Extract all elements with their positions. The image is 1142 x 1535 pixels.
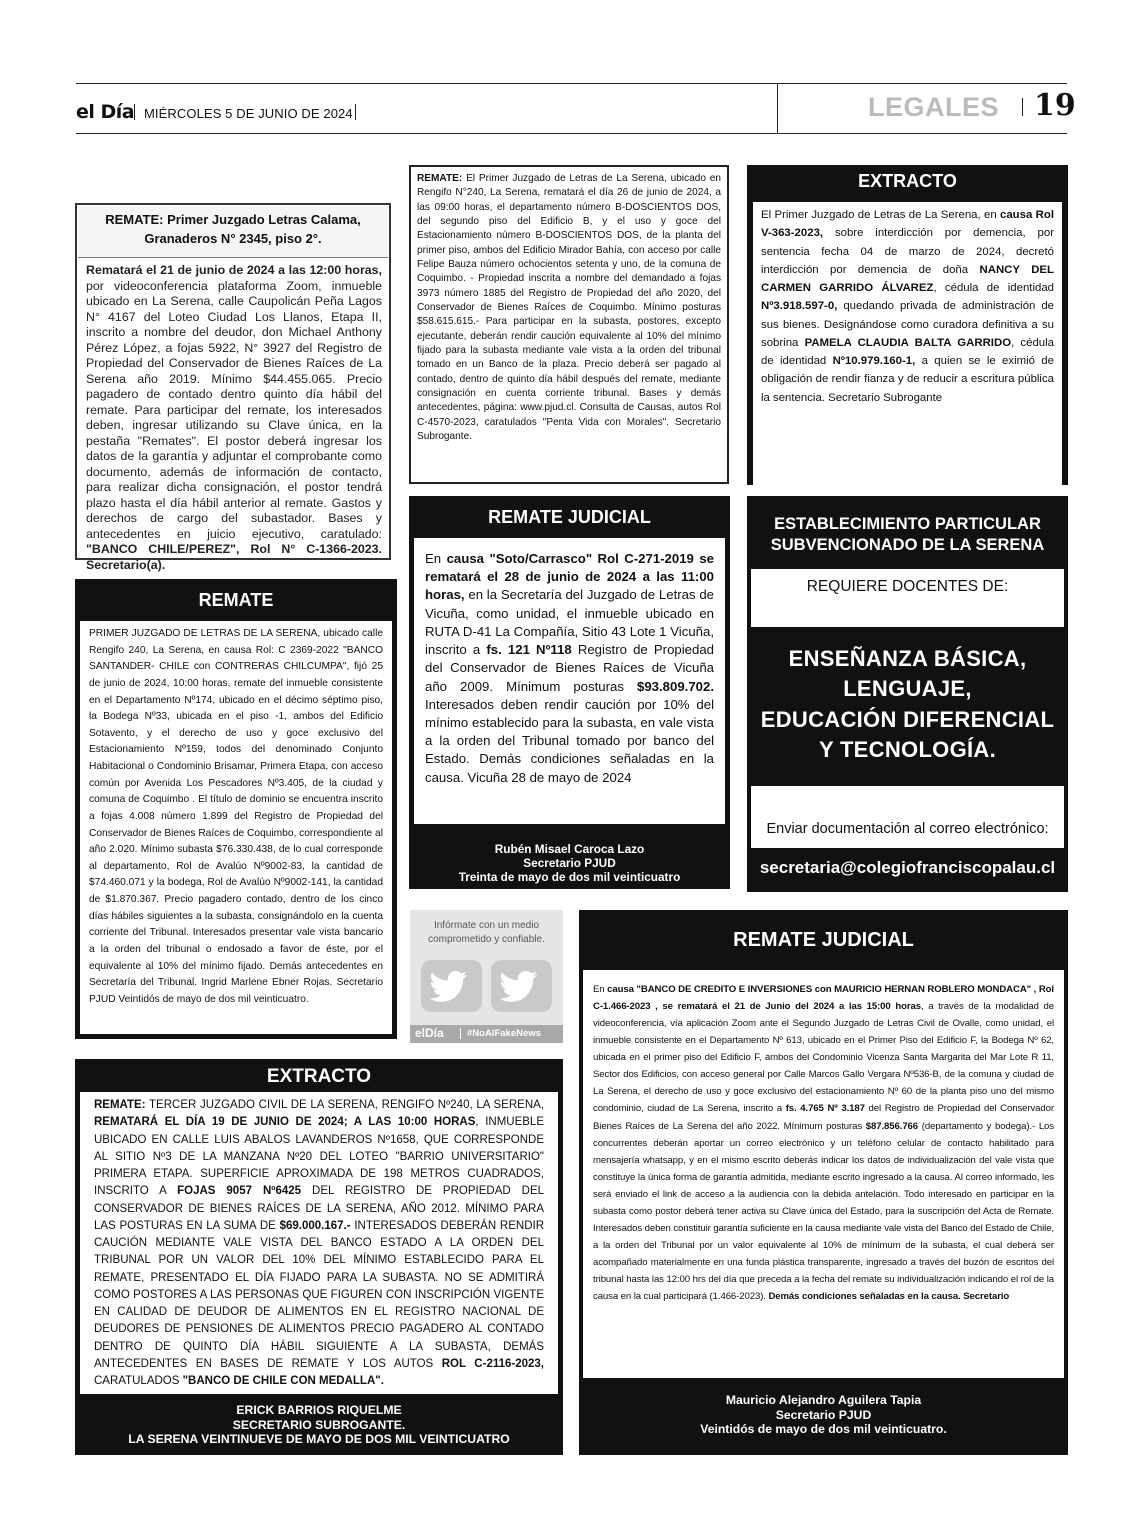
ex2-sig-date: LA SERENA VEINTINUEVE DE MAYO DE DOS MIL VEINTICUATRO [128,1432,510,1447]
rv-t4: Interesados deben rendir caución por 10% del mínimo establecido para la subasta, en vale vista a la orden del Tribunal tomado por banco del Estado. Demás condiciones señaladas en la causa. Vicuña 28 de mayo de 2024 [425,696,714,785]
notice-calama-tail: "BANCO CHILE/PEREZ", Rol N° C-1366-2023. Secretario(a). [86,542,382,572]
ex2-b2: FOJAS 9057 Nº6425 [177,1185,302,1198]
header-divider [777,83,778,134]
rv-sig-name: Rubén Misael Caroca Lazo [494,842,645,856]
rv-t2: en la Secretaría del Juzgado de Letras de Vicuña, como unidad, el inmueble ubicado en RUTA D-41 La Compañía, Sitio 43 Lote 1 Vicuña, inscrito a [425,587,714,658]
promo-line1: Infórmate con un medio [433,920,540,931]
extracto1-name: NANCY DEL CARMEN GARRIDO ÁLVAREZ [761,263,1054,294]
ro-sig-date: Veintidós de mayo de dos mil veinticuatro. [700,1422,947,1437]
remate-vicuna-body [425,550,714,787]
extracto1-rol: causa Rol V-363-2023, [761,209,1054,240]
ro-t3: del Registro de Propiedad del Conservador Bienes Raíces de La Serena del año 2022. Mínimum posturas [593,1103,1054,1132]
twitter-icon [421,960,482,1012]
rv-t3: Registro de Propiedad del Conservador de Bienes Raíces de Vicuña año 2009. Mínimum posturas [425,642,715,694]
rv-b1: causa "Soto/Carrasco" Rol C-271-2019 se rematará el 28 de junio de 2024 a las 11:00 horas, [425,551,714,603]
notice-bauza-body [417,172,721,444]
remate-chilcumpa-body: PRIMER JUZGADO DE LETRAS DE LA SERENA, ubicado calle Rengifo 240, La Serena, en causa Rol: C 2369-2022 "BANCO SANTANDER- CHILE con CONTRERAS CHILCUMPA", fijó 25 de junio de 2024, 10:00 horas, remate del inmueble consistente en el Departamento Nº174, ubicado en el décimo séptimo piso, la Bodega Nº33, ubicada en el piso -1, ambos del Edificio Sotavento, y el derecho de uso y goce exclusivo del Estacionamiento Nº159, todos del denominado Conjunto Habitacional o Condominio Brisamar, Primera Etapa, con acceso común por Avenida Los Pescadores Nº3.405, de la ciudad y comuna de Coquimbo . El título de dominio se encuentra inscrito a fojas 4.008 número 1.899 del Registro de Propiedad del Conservador de Bienes Raíces de Coquimbo, correspondiente al año 2.020. Mínimo subasta $76.330.438, de lo cual corresponde al departamento, Rol de Avalúo Nº9002-83, la cantidad de $74.460.071 y la bodega, Rol de Avalúo Nº9002-141, la cantidad de $1.870.367. Precio pagadero contado, dentro de los cinco días hábiles siguientes a la subasta, consignándolo en la cuenta corriente del Tribunal. Interesados presentar vale vista bancario a la orden del tribunal o endosado a favor de éste, por el equivalente al 10% del mínimo fijado. Demás antecedentes en Secretaría del Tribunal. Ingrid Marlene Ebner Rojas. Secretario PJUD Veintidós de mayo de dos mil veinticuatro. [89,628,383,1005]
extracto1-rut: Nº3.918.597-0, [761,300,838,313]
header-top-rule [76,83,1067,84]
newspaper-logo: el Día [76,101,135,123]
notice-remate-ovalle [579,910,1068,1455]
notice-bauza [409,165,729,484]
area-lenguaje: LENGUAJE, [843,676,972,702]
extracto1-sig-role: Secretario PJUD [859,443,956,458]
promo-box [410,910,563,1043]
rv-t1: En [425,551,447,566]
extracto1-body-box [753,202,1062,421]
ex2-t3: DEL REGISTRO DE PROPIEDAD DEL CONSERVADOR DE BIENES RAÍCES DE LA SERENA, AÑO 2012. MÍNIMO PARA LAS POSTURAS EN LA SUMA DE [94,1185,545,1232]
ex2-b1: REMATARÁ EL DÍA 19 DE JUNIO DE 2024; A LAS 10:00 HORAS [94,1116,476,1129]
page-number: 19 [1034,88,1076,123]
ro-b1: causa "BANCO DE CREDITO E INVERSIONES con MAURICIO HERNAN ROBLERO MONDACA" , Rol C-1.466-2023 , se rematará el 21 de Junio del 2024 a las 15:00 horas [593,984,1054,1013]
ex2-t5: CARATULADOS [94,1375,183,1387]
ro-t1: En [593,984,608,995]
remate-ovalle-signature [579,1393,1068,1437]
twitter-icon-2 [491,960,552,1012]
notice-calama-lead: Rematará el 21 de junio de 2024 a las 12:00 horas, [86,263,382,277]
ad-colegio-requiere: REQUIERE DOCENTES DE: [751,569,1064,627]
extracto1-body [761,206,1054,407]
ad-colegio-areas [747,644,1068,765]
area-basica: ENSEÑANZA BÁSICA, [788,646,1027,671]
ro-b3: $87.856.766 [865,1120,919,1132]
notice-bauza-text: El Primer Juzgado de Letras de La Serena, ubicado en Rengifo N°240, La Serena, rematará el día 26 de junio de 2024, a las 09:00 horas, el departamento número B-DOSCIENTOS DOS, del segundo piso del Edificio B, y el uso y goce del Estacionamiento número B-DOSCIENTOS DOS, de la planta del primer piso, ambos del Edificio Mirador Bahía, con acceso por calle Felipe Bauza número ochocientos setenta y uno, de la comuna de Coquimbo. - Propiedad inscrita a nombre del demandado a fojas 3973 número 1885 del Registro de Propiedad del año 2020, del Conservador de Bienes Raíces de Coquimbo. Mínimo posturas $58.615.615.- Para participar en la subasta, postores, excepto ejecutante, deberán rendir caución equivalente al 10% del mínimo fijado para la subasta mediante vale vista a la orden del tribunal tomado en un Banco de la plaza. Precio deberá ser pagado al contado, dentro de quinto día hábil después del remate, mediante consignación en cuenta corriente tribunal. Bases y demás antecedentes, página: www.pjud.cl. Consulta de Causas, autos Rol C-4570-2023, caratulados "Penta Vida con Morales". Secretario Subrogante. [417,173,721,442]
ex2-sig-role: SECRETARIO SUBROGANTE. [232,1417,406,1432]
rv-b3: $93.809.702. [636,678,714,694]
extracto1-t5: , cédula de identidad [761,336,1054,367]
extracto1-signature [747,429,1068,473]
promo-sep [460,1028,461,1039]
ad-colegio-email[interactable]: secretaria@colegiofranciscopalau.cl [759,858,1056,877]
ex2-t2: , INMUEBLE UBICADO EN CALLE LUIS ABALOS LAVANDEROS Nº1658, QUE CORRESPONDE AL SITIO Nº3 DE LA MANZANA Nº20 DEL LOTEO "BARRIO UNIVERSITARIO" PRIMERA ETAPA. SUPERFICIE APROXIMADA DE 198 METROS CUADRADOS, INSCRITO A [94,1116,544,1198]
promo-logo: elDía [415,1026,444,1040]
extracto1-t4: quedando privada de administración de sus bienes. Designándose como curadora definitiva a su sobrina [761,300,1054,349]
extracto1-t3: , cédula de identidad [933,282,1054,294]
ex2-b0: REMATE: [94,1099,146,1111]
ro-b2: fs. 4.765 Nº 3.187 [785,1103,865,1115]
ex2-t1: TERCER JUZGADO CIVIL DE LA SERENA, RENGIFO Nº240, LA SERENA, [145,1099,544,1111]
area-diferencial: EDUCACIÓN DIFERENCIAL [760,706,1055,732]
header-sep-3 [1022,98,1023,116]
ro-t4: (departamento y bodega).- Los concurrentes deberán aportar un correo electrónico y un teléfono celular de contacto habilitado para mensajería whatsapp, y en el mismo escrito deberás indicar los datos de individualización del vale vista que constituye la única forma de garantía admitida, mediante escrito ingresado a la causa. Al correo informado, les será enviado el link de acceso a la audiencia con la debida antelación. Todo interesado en participar en la subasta como postor deberá tener activa su Clave única del Estado, para la suscripción del Acta de Remate. Interesados deben constituir garantía suficiente en la causa mediante vale vista del Banco del Estado de Chile, a la orden del Tribunal por un valor equivalente al 10% de mínimum de la subasta, el cual deberá ser acompañado materialmente en una funda plástica transparente, ingresado a través del buzón de escritos del tribunal hasta las 12:00 hrs del día que preceda a la fecha del remate su individualización indicando el rol de la causa en la cual participará (1.466-2023). [593,1120,1054,1303]
promo-line2: comprometido y confiable. [428,933,545,945]
extracto1-t2: sobre interdicción por demencia, por sentencia fecha 04 de marzo de 2024, decretó interdicción por demencia de doña [761,227,1054,276]
header-bottom-rule [76,133,1067,134]
ro-b4: Demás condiciones señaladas en la causa. Secretario [768,1291,1010,1303]
header-sep-2 [355,104,356,120]
ad-colegio [747,496,1068,892]
rv-b2: fs. 121 Nº118 [486,642,572,658]
extracto1-sig-name: Alberto Eduardo Codoceo Collao [811,429,1004,443]
notice-remate-vicuna [409,496,730,889]
extracto1-title: EXTRACTO [747,171,1068,192]
extracto1-sig-date: Dieciséis de mayo de dos mil veinticuatro. [784,458,1031,473]
rv-sig-role: Secretario PJUD [523,856,616,871]
promo-text [410,919,563,946]
remate-vicuna-signature [409,842,730,884]
header-sep-1 [134,104,135,120]
ex2-t4: INTERESADOS DEBERÁN RENDIR CAUCIÓN MEDIANTE VALE VISTA DEL BANCO ESTADO A LA ORDEN DEL TRIBUNAL POR UN VALOR DEL 10% DEL MÍNIMO ESTABLECIDO PARA EL REMATE, PRESENTADO EL DÍA FIJADO PARA LA SUBASTA. NO SE ADMITIRÁ COMO POSTORES A LAS PERSONAS QUE FIGUREN CON INSCRIPCIÓN VIGENTE EN CALIDAD DE DEUDOR DE ALIMENTOS EN EL REGISTRO NACIONAL DE DEUDORES DE PENSIONES DE ALIMENTOS PRECIO PAGADERO AL CONTADO DENTRO DE QUINTO DÍA HÁBIL SIGUIENTE A LA SUBASTA, DEMÁS ANTECEDENTES EN BASES DE REMATE Y LOS AUTOS [94,1219,544,1370]
ad-colegio-title: ESTABLECIMIENTO PARTICULAR SUBVENCIONADO DE LA SERENA [747,514,1068,557]
promo-footer [410,1025,563,1043]
notice-calama-text: por videoconferencia plataforma Zoom, inmueble ubicado en La Serena, calle Caupolicán Peña Lagos N° 4167 del Loteo Ciudad Los Llanos, Etapa II, inscrito a nombre del deudor, don Michael Anthony Pérez López, a fojas 5922, N° 3927 del Registro de Propiedad del Conservador de Bienes Raíces de La Serena año 2019. Mínimo $44.455.065. Precio pagadero de contado dentro quinto día hábil del remate. Para participar del remate, los interesados deben, ingresar utilizando su Clave única, en la pestaña "Remates". El postor deberá ingresar los datos de la garantía y adjuntar el comprobante como documento, además de información de contacto, para realizar dicha consignación, el postor tendrá plazo hasta el día hábil anterior al remate. Gastos y derechos de cargo del subastador. Bases y antecedentes en juicio ejecutivo, caratulado: [86,278,382,541]
extracto1-rut2: Nº10.979.160-1, [832,355,916,367]
ex2-sig-name: ERICK BARRIOS RIQUELME [236,1403,402,1417]
section-title: LEGALES [868,92,1000,122]
notice-calama [75,203,391,572]
ro-t2: , a través de la modalidad de videoconferencia, vía aplicación Zoom ante el Segundo Juzgado de Letras Civil de Ovalle, como unidad, el inmueble consistente en el Departamento Nº 613, ubicado en el Primer Piso del Edificio F, la Bodega Nº 62, ubicada en el primer piso del Edificio F, ambos del Condominio Vicenza Santa Margarita del Mar Lote R 11, Sector dos Edificios, con acceso general por Calle Marcos Gallo Vergara Nº536-B, de la comuna y ciudad de La Serena, el derecho de uso y goce exclusivo del estacionamiento Nº 60 de la planta piso uno del mismo condominio, ciudad de La Serena, inscrito a [593,1001,1054,1115]
issue-date: MIÉRCOLES 5 DE JUNIO DE 2024 [144,106,353,121]
promo-hashtag: #NoAlFakeNews [467,1028,541,1039]
ex2-b4: ROL C-2116-2023, [441,1357,544,1370]
ex2-b5: "BANCO DE CHILE CON MEDALLA". [182,1375,384,1387]
extracto2-body [94,1097,544,1390]
remate-ovalle-title: REMATE JUDICIAL [579,929,1068,952]
remate-vicuna-title: REMATE JUDICIAL [409,507,730,528]
notice-bauza-lead: REMATE: [417,173,463,184]
ro-sig-name: Mauricio Alejandro Aguilera Tapia [725,1393,922,1407]
extracto1-t1: El Primer Juzgado de Letras de La Serena, en [761,209,1001,221]
extracto1-curadora: PAMELA CLAUDIA BALTA GARRIDO [804,336,1012,349]
extracto2-signature [75,1403,563,1447]
notice-remate-chilcumpa [75,579,397,1039]
notice-extracto-medalla [75,1059,563,1455]
remate-chilcumpa-title: REMATE [75,590,397,611]
ex2-b3: $69.000.167.- [279,1219,351,1232]
area-tecnologia: Y TECNOLOGÍA. [818,737,997,763]
extracto1-t6: a quien se le eximió de obligación de rendir fianza y de reducir a escritura pública la sentencia. Secretario Subrogante [761,355,1054,404]
rv-sig-date: Treinta de mayo de dos mil veinticuatro [458,870,681,885]
notice-calama-title: REMATE: Primer Juzgado Letras Calama, Granaderos N° 2345, piso 2°. [78,206,388,258]
notice-calama-body [86,263,382,573]
ro-sig-role: Secretario PJUD [775,1407,872,1422]
extracto2-title: EXTRACTO [75,1066,563,1088]
remate-ovalle-body [593,981,1054,1305]
ad-colegio-enviar: Enviar documentación al correo electrónico: [751,786,1064,848]
